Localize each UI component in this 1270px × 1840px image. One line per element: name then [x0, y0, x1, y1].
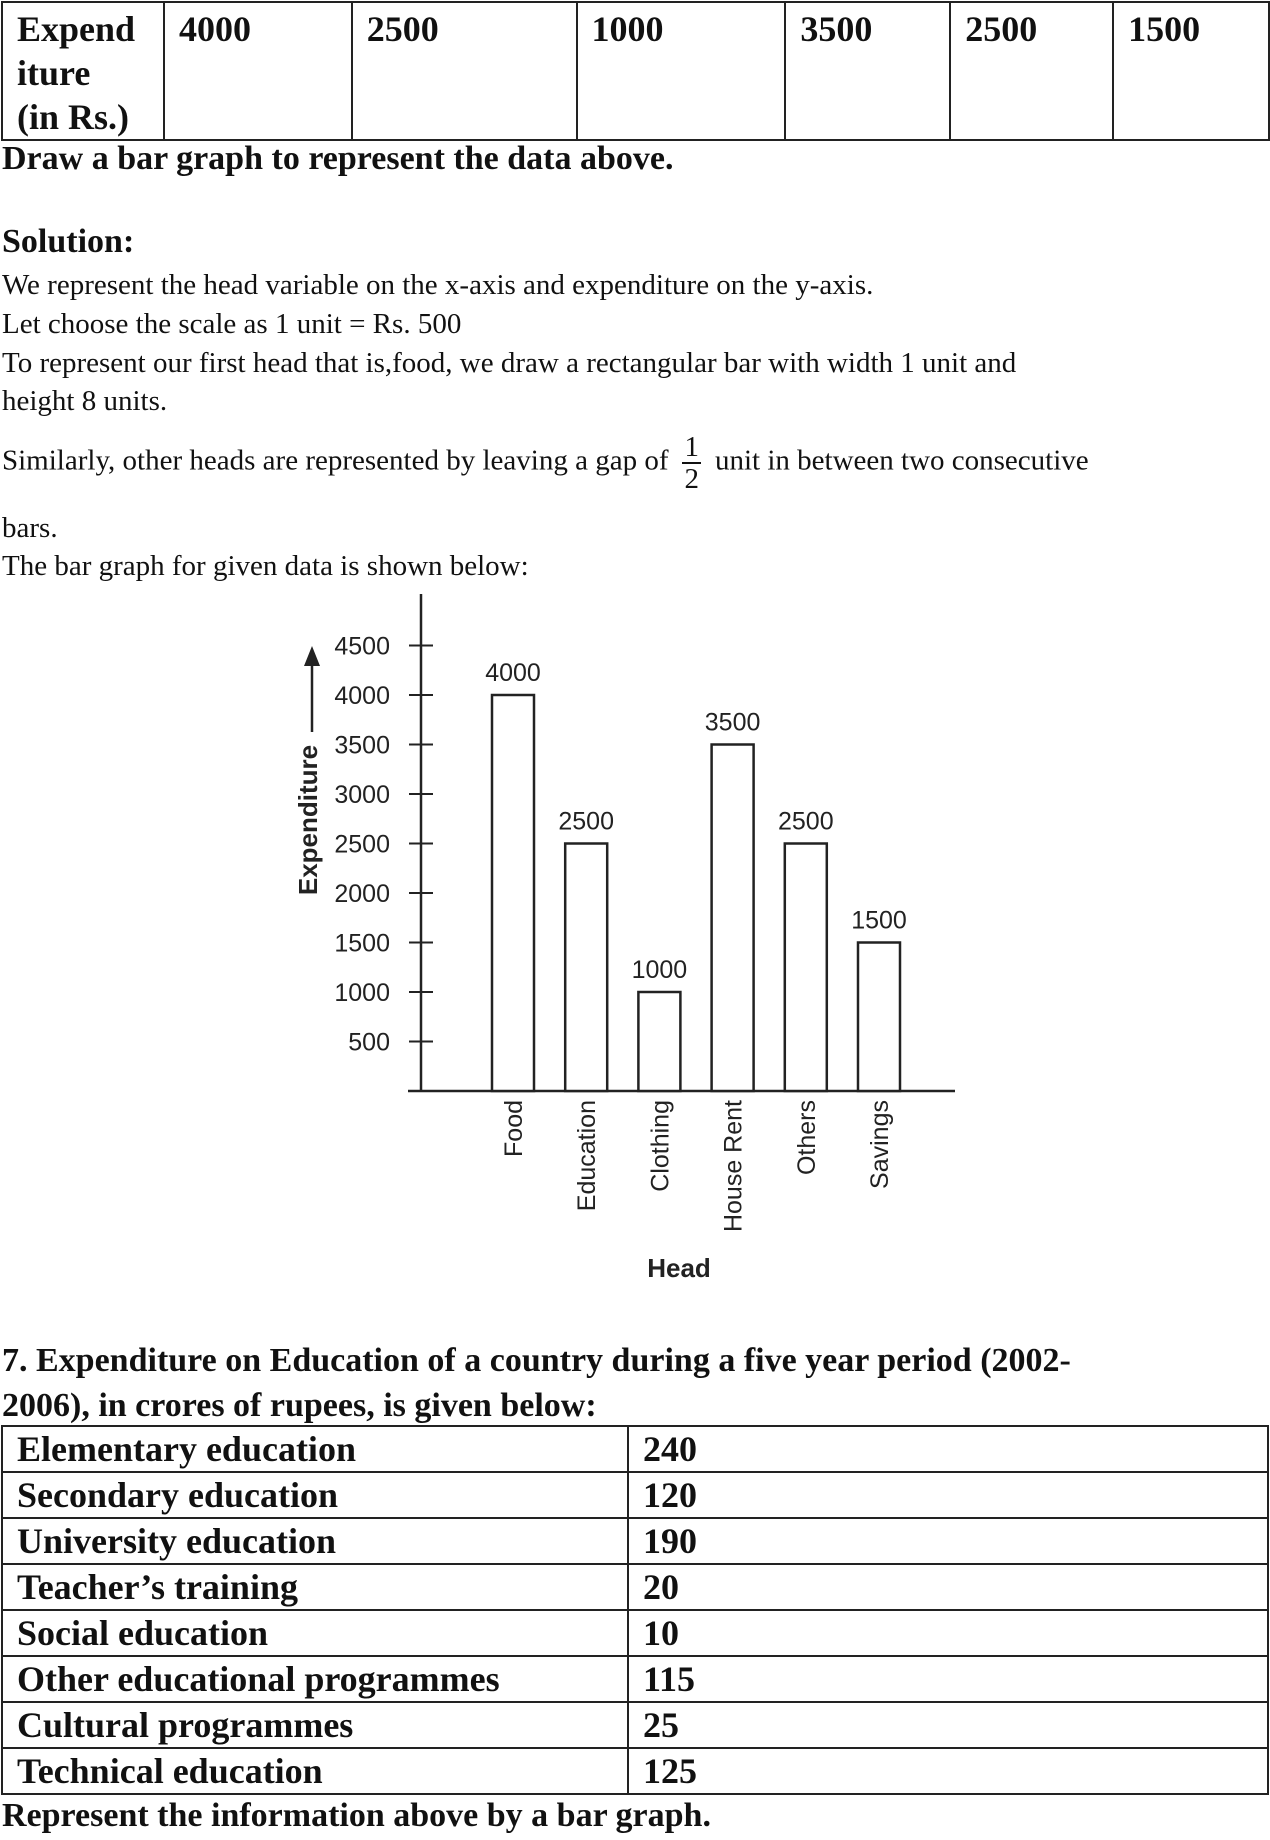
question7-line: 2006), in crores of rupees, is given below: — [2, 1387, 597, 1424]
table-row — [2, 2, 1269, 140]
solution-line: bars. — [2, 512, 58, 544]
x-category-label: Others — [792, 1100, 821, 1176]
x-category-label: Clothing — [646, 1100, 675, 1192]
table-cell-value: 10 — [628, 1610, 1268, 1656]
bar-chart — [0, 580, 1270, 1300]
bar-data-label: 2500 — [777, 807, 834, 836]
row-label-line: (in Rs.) — [17, 97, 130, 137]
table-row — [2, 1426, 1268, 1472]
table-cell-label: Technical education — [2, 1748, 628, 1794]
bar — [565, 844, 607, 1092]
y-axis-arrow-head — [304, 646, 320, 666]
y-tick-label: 3000 — [334, 781, 390, 809]
table-row — [2, 1702, 1268, 1748]
table-cell-value: 120 — [628, 1472, 1268, 1518]
table-cell-label: Social education — [2, 1610, 628, 1656]
y-tick-label: 3500 — [334, 731, 390, 760]
solution-heading: Solution: — [2, 223, 135, 260]
table-cell-label: Cultural programmes — [2, 1702, 628, 1748]
value-cell: 3500 — [785, 2, 950, 140]
bar — [858, 943, 900, 1092]
fraction-numerator: 1 — [684, 431, 699, 463]
y-tick-label: 1500 — [334, 929, 390, 958]
question7-line: 7. Expenditure on Education of a country during a five year period (2002- — [2, 1342, 1071, 1379]
bar-data-label: 2500 — [558, 807, 615, 836]
bar-data-label: 1000 — [631, 956, 688, 984]
table-row — [2, 1518, 1268, 1564]
solution-line: Let choose the scale as 1 unit = Rs. 500 — [2, 308, 462, 340]
value-cell: 2500 — [950, 2, 1113, 140]
table-row — [2, 1472, 1268, 1518]
y-axis-label: Expenditure — [293, 744, 323, 896]
table-cell-value: 125 — [628, 1748, 1268, 1794]
bar-data-label: 4000 — [485, 659, 541, 687]
solution-line: To represent our first head that is,food, we draw a rectangular bar with width 1 unit and — [2, 347, 1017, 379]
bar — [492, 695, 534, 1091]
table-row — [2, 1656, 1268, 1702]
table-row — [2, 1748, 1268, 1794]
solution-line-fraction — [2, 432, 1089, 494]
solution-line: height 8 units. — [2, 385, 168, 417]
table-row — [2, 1610, 1268, 1656]
row-label-cell — [2, 2, 164, 140]
value-cell: 1500 — [1113, 2, 1269, 140]
solution-line: We represent the head variable on the x-axis and expenditure on the y-axis. — [2, 269, 874, 301]
row-label-line: Expend — [17, 9, 136, 49]
bar-data-label: 3500 — [704, 708, 761, 737]
fraction-denominator: 2 — [684, 463, 699, 495]
y-tick-label: 1000 — [334, 979, 390, 1007]
bar — [712, 745, 754, 1092]
solution-line: The bar graph for given data is shown below: — [2, 550, 529, 582]
text: unit in between two consecutive — [714, 444, 1089, 477]
table-cell-label: Other educational programmes — [2, 1656, 628, 1702]
table-cell-value: 25 — [628, 1702, 1268, 1748]
y-tick-label: 500 — [348, 1028, 390, 1057]
value-cell: 4000 — [164, 2, 352, 140]
education-table — [1, 1425, 1269, 1795]
expenditure-table — [1, 1, 1270, 141]
table-cell-value: 190 — [628, 1518, 1268, 1564]
table-cell-label: Elementary education — [2, 1426, 628, 1472]
chart-layer — [293, 594, 955, 1283]
question-prompt: Draw a bar graph to represent the data above. — [2, 140, 674, 177]
value-cell: 2500 — [352, 2, 577, 140]
table-cell-label: Teacher’s training — [2, 1564, 628, 1610]
bar-data-label: 1500 — [851, 906, 907, 935]
table-cell-label: Secondary education — [2, 1472, 628, 1518]
x-axis-label: Head — [647, 1253, 711, 1283]
value-cell: 1000 — [577, 2, 786, 140]
table-cell-label: University education — [2, 1518, 628, 1564]
row-label-line: iture — [17, 53, 91, 93]
table-row — [2, 1564, 1268, 1610]
text: Similarly, other heads are represented by leaving a gap of — [2, 444, 669, 477]
y-tick-label: 2500 — [334, 830, 390, 859]
question7-prompt: Represent the information above by a bar graph. — [2, 1797, 711, 1834]
x-category-label: Savings — [866, 1100, 894, 1189]
y-tick-label: 2000 — [334, 880, 390, 908]
x-category-label: House Rent — [719, 1100, 748, 1233]
bar — [638, 992, 680, 1091]
fraction — [682, 432, 701, 494]
table-cell-value: 115 — [628, 1656, 1268, 1702]
x-category-label: Education — [573, 1100, 602, 1212]
table-cell-value: 240 — [628, 1426, 1268, 1472]
table-cell-value: 20 — [628, 1564, 1268, 1610]
y-tick-label: 4500 — [334, 632, 390, 661]
x-category-label: Food — [500, 1100, 528, 1157]
bar — [785, 844, 827, 1092]
y-tick-label: 4000 — [334, 682, 390, 710]
